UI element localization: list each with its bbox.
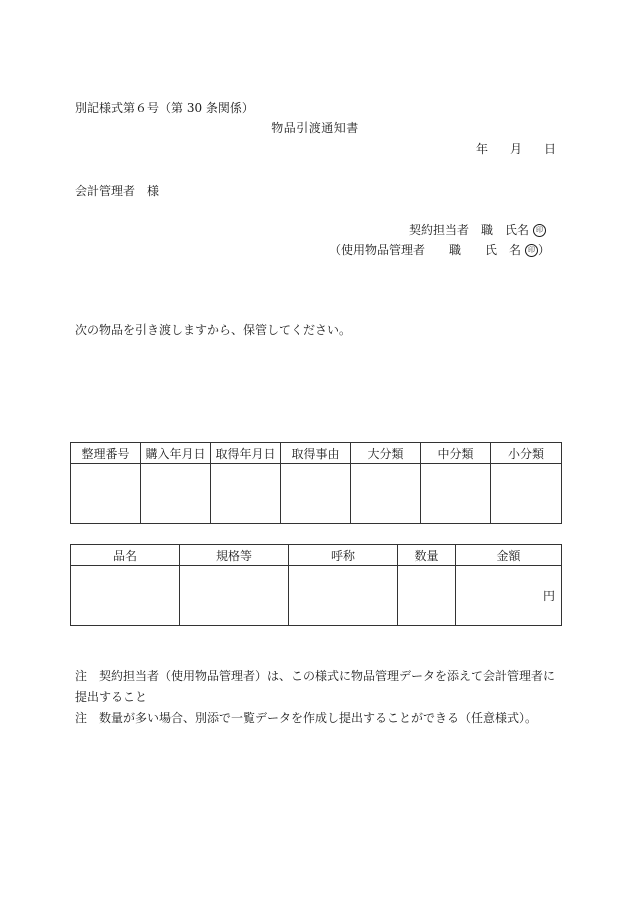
minor-category-cell[interactable] xyxy=(491,464,562,524)
item-classification-table xyxy=(70,442,562,524)
document-title: 物品引渡通知書 xyxy=(271,121,359,135)
seal-mark-icon: 印 xyxy=(533,224,546,237)
date-day-label: 日 xyxy=(543,142,556,156)
goods-manager-label: （使用物品管理者 職 氏 名 xyxy=(328,243,521,257)
header-quantity: 数量 xyxy=(398,545,456,566)
table-row xyxy=(71,464,562,524)
acquisition-reason-cell[interactable] xyxy=(281,464,351,524)
note-2: 注 数量が多い場合、別添で一覧データを作成し提出することができる（任意様式）。 xyxy=(75,711,538,725)
seal-mark-icon: 印 xyxy=(525,244,538,257)
designation-cell[interactable] xyxy=(289,566,398,626)
amount-cell[interactable] xyxy=(456,566,562,626)
header-major-category: 大分類 xyxy=(351,443,421,464)
item-detail-table xyxy=(70,544,562,626)
header-acquisition-reason: 取得事由 xyxy=(281,443,351,464)
addressee: 会計管理者 様 xyxy=(75,184,160,198)
item-name-cell[interactable] xyxy=(71,566,180,626)
yen-unit-label: 円 xyxy=(542,589,555,603)
middle-category-cell[interactable] xyxy=(421,464,491,524)
table-row xyxy=(71,566,562,626)
date-line xyxy=(476,142,556,156)
note-1: 注 契約担当者（使用物品管理者）は、この様式に物品管理データを添えて会計管理者に xyxy=(75,669,556,683)
acquisition-date-cell[interactable] xyxy=(211,464,281,524)
header-serial-number: 整理番号 xyxy=(71,443,141,464)
contract-officer-signature-line xyxy=(409,223,546,237)
serial-number-cell[interactable] xyxy=(71,464,141,524)
header-designation: 呼称 xyxy=(289,545,398,566)
date-year-label: 年 xyxy=(475,142,488,156)
header-middle-category: 中分類 xyxy=(421,443,491,464)
header-amount: 金額 xyxy=(456,545,562,566)
table-header-row xyxy=(71,443,562,464)
header-acquisition-date: 取得年月日 xyxy=(211,443,281,464)
note-1-continued: 提出すること xyxy=(75,690,148,704)
header-specification: 規格等 xyxy=(180,545,289,566)
header-purchase-date: 購入年月日 xyxy=(141,443,211,464)
closing-paren: ） xyxy=(537,243,550,257)
contract-officer-label: 契約担当者 職 氏名 xyxy=(408,223,529,237)
purchase-date-cell[interactable] xyxy=(141,464,211,524)
date-month-label: 月 xyxy=(509,142,522,156)
header-item-name: 品名 xyxy=(71,545,180,566)
form-reference: 別記様式第６号（第 30 条関係） xyxy=(75,101,254,115)
table-header-row xyxy=(71,545,562,566)
goods-manager-signature-line xyxy=(329,243,550,257)
major-category-cell[interactable] xyxy=(351,464,421,524)
header-minor-category: 小分類 xyxy=(491,443,562,464)
specification-cell[interactable] xyxy=(180,566,289,626)
quantity-cell[interactable] xyxy=(398,566,456,626)
notice-message: 次の物品を引き渡しますから、保管してください。 xyxy=(75,323,352,337)
